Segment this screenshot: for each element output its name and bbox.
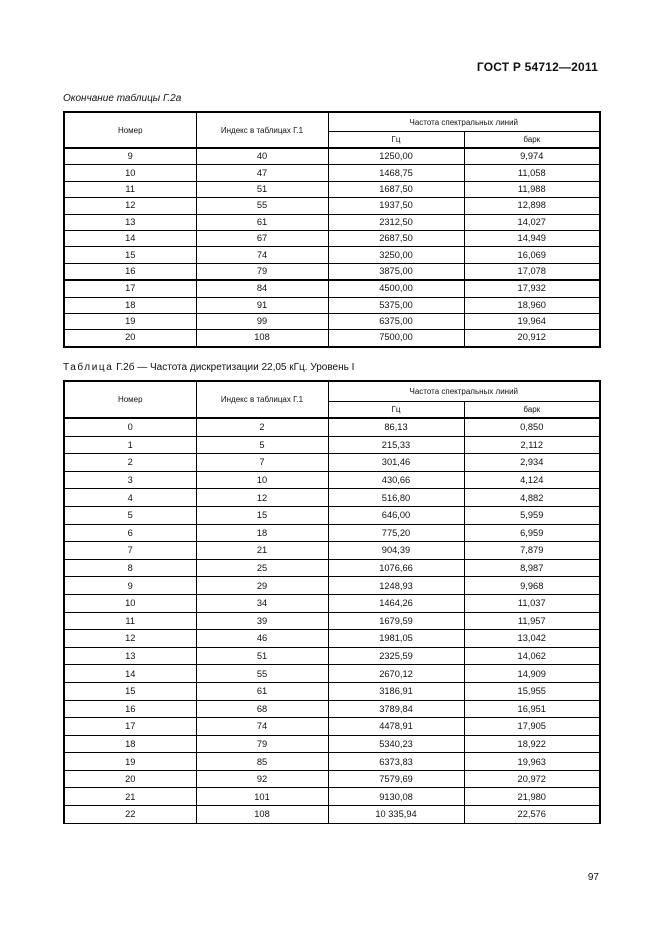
cell-index: 21 [196,542,328,560]
cell-frequency-hz: 7500,00 [328,330,464,347]
cell-frequency-bark: 17,078 [464,263,600,280]
cell-frequency-bark: 14,062 [464,647,600,665]
table-row [64,313,600,329]
cell-frequency-bark: 13,042 [464,630,600,648]
cell-number: 5 [64,506,196,524]
cell-frequency-hz: 2312,50 [328,214,464,230]
cell-frequency-bark: 20,912 [464,330,600,347]
cell-index: 79 [196,263,328,280]
cell-number: 13 [64,214,196,230]
cell-frequency-bark: 14,027 [464,214,600,230]
table-row [64,330,600,347]
table-row [64,489,600,507]
cell-frequency-hz: 301,46 [328,454,464,472]
table-row [64,542,600,560]
cell-number: 19 [64,313,196,329]
cell-index: 91 [196,297,328,313]
cell-frequency-bark: 2,112 [464,436,600,454]
cell-index: 79 [196,735,328,753]
cell-index: 68 [196,700,328,718]
cell-index: 61 [196,682,328,700]
table-row [64,647,600,665]
cell-number: 6 [64,524,196,542]
cell-frequency-bark: 21,980 [464,788,600,806]
cell-frequency-hz: 2687,50 [328,230,464,246]
cell-frequency-hz: 1076,66 [328,559,464,577]
table-row [64,247,600,263]
cell-number: 15 [64,247,196,263]
cell-frequency-bark: 15,955 [464,682,600,700]
cell-index: 5 [196,436,328,454]
cell-frequency-hz: 86,13 [328,418,464,436]
cell-number: 3 [64,471,196,489]
table-row [64,682,600,700]
cell-frequency-bark: 5,959 [464,506,600,524]
table-row [64,418,600,436]
table-row [64,436,600,454]
cell-frequency-bark: 22,576 [464,806,600,824]
cell-index: 12 [196,489,328,507]
cell-frequency-hz: 6375,00 [328,313,464,329]
cell-frequency-hz: 3186,91 [328,682,464,700]
cell-number: 21 [64,788,196,806]
header-number: Номер [64,381,196,418]
cell-frequency-hz: 775,20 [328,524,464,542]
cell-frequency-hz: 3875,00 [328,263,464,280]
cell-frequency-bark: 17,905 [464,718,600,736]
cell-index: 99 [196,313,328,329]
cell-frequency-bark: 11,957 [464,612,600,630]
table-row [64,630,600,648]
header-index: Индекс в таблицах Г.1 [196,112,328,148]
cell-frequency-bark: 18,960 [464,297,600,313]
cell-index: 74 [196,718,328,736]
cell-index: 51 [196,181,328,197]
cell-number: 18 [64,735,196,753]
table-row [64,735,600,753]
table-row [64,230,600,246]
cell-frequency-bark: 0,850 [464,418,600,436]
cell-frequency-bark: 17,932 [464,280,600,297]
cell-frequency-bark: 9,974 [464,148,600,165]
table-row [64,506,600,524]
cell-index: 108 [196,806,328,824]
cell-number: 20 [64,770,196,788]
cell-index: 55 [196,198,328,214]
cell-frequency-hz: 1679,59 [328,612,464,630]
cell-frequency-bark: 11,058 [464,165,600,181]
cell-index: 101 [196,788,328,806]
cell-frequency-bark: 16,069 [464,247,600,263]
standard-code: ГОСТ Р 54712—2011 [476,60,598,74]
cell-frequency-bark: 8,987 [464,559,600,577]
cell-frequency-hz: 1937,50 [328,198,464,214]
header-bark: барк [464,132,600,149]
table-row [64,577,600,595]
cell-number: 7 [64,542,196,560]
cell-frequency-bark: 14,909 [464,665,600,683]
table-row [64,165,600,181]
table-row [64,806,600,824]
table-row [64,280,600,297]
cell-number: 15 [64,682,196,700]
cell-index: 55 [196,665,328,683]
cell-frequency-bark: 11,988 [464,181,600,197]
table-row [64,665,600,683]
cell-frequency-bark: 9,968 [464,577,600,595]
cell-frequency-bark: 7,879 [464,542,600,560]
cell-frequency-bark: 19,963 [464,753,600,771]
cell-number: 10 [64,165,196,181]
table-row [64,770,600,788]
cell-number: 9 [64,148,196,165]
cell-number: 9 [64,577,196,595]
cell-index: 92 [196,770,328,788]
cell-index: 51 [196,647,328,665]
cell-index: 40 [196,148,328,165]
cell-number: 12 [64,198,196,214]
cell-frequency-hz: 2670,12 [328,665,464,683]
table-row [64,718,600,736]
cell-number: 4 [64,489,196,507]
table-row [64,700,600,718]
cell-number: 13 [64,647,196,665]
cell-frequency-hz: 1981,05 [328,630,464,648]
cell-frequency-bark: 16,951 [464,700,600,718]
cell-frequency-hz: 10 335,94 [328,806,464,824]
cell-frequency-hz: 3789,84 [328,700,464,718]
cell-frequency-bark: 14,949 [464,230,600,246]
cell-number: 14 [64,230,196,246]
cell-index: 46 [196,630,328,648]
cell-frequency-bark: 4,882 [464,489,600,507]
cell-frequency-hz: 430,66 [328,471,464,489]
table-row [64,559,600,577]
cell-index: 85 [196,753,328,771]
cell-number: 17 [64,718,196,736]
cell-number: 0 [64,418,196,436]
cell-frequency-hz: 646,00 [328,506,464,524]
cell-frequency-hz: 2325,59 [328,647,464,665]
table-row [64,263,600,280]
table-row [64,454,600,472]
header-hz: Гц [328,402,464,419]
cell-number: 17 [64,280,196,297]
cell-frequency-hz: 1248,93 [328,577,464,595]
table-row [64,297,600,313]
table-row [64,753,600,771]
cell-frequency-hz: 215,33 [328,436,464,454]
header-number: Номер [64,112,196,148]
header-index: Индекс в таблицах Г.1 [196,381,328,418]
table-row [64,214,600,230]
cell-number: 11 [64,612,196,630]
cell-number: 20 [64,330,196,347]
cell-number: 10 [64,594,196,612]
cell-frequency-hz: 4500,00 [328,280,464,297]
cell-index: 84 [196,280,328,297]
table-b-caption-label: Таблица [63,362,114,373]
table-row [64,524,600,542]
cell-number: 16 [64,263,196,280]
cell-number: 19 [64,753,196,771]
table-g2a [63,111,601,348]
cell-frequency-bark: 11,037 [464,594,600,612]
cell-frequency-hz: 904,39 [328,542,464,560]
table-row [64,471,600,489]
cell-index: 108 [196,330,328,347]
cell-index: 7 [196,454,328,472]
header-hz: Гц [328,132,464,149]
cell-number: 8 [64,559,196,577]
table-row [64,148,600,165]
table-a-caption: Окончание таблицы Г.2а [63,93,182,104]
cell-frequency-bark: 20,972 [464,770,600,788]
table-row [64,788,600,806]
cell-frequency-hz: 7579,69 [328,770,464,788]
cell-number: 1 [64,436,196,454]
cell-frequency-hz: 1250,00 [328,148,464,165]
header-frequency: Частота спектральных линий [328,112,600,132]
cell-number: 18 [64,297,196,313]
table-b-body [64,418,600,823]
cell-frequency-hz: 1687,50 [328,181,464,197]
table-row [64,612,600,630]
cell-frequency-bark: 12,898 [464,198,600,214]
cell-index: 25 [196,559,328,577]
cell-number: 11 [64,181,196,197]
table-b-caption [63,362,354,373]
cell-index: 61 [196,214,328,230]
cell-index: 10 [196,471,328,489]
cell-frequency-hz: 516,80 [328,489,464,507]
cell-index: 47 [196,165,328,181]
table-row [64,594,600,612]
cell-index: 18 [196,524,328,542]
cell-frequency-hz: 5375,00 [328,297,464,313]
cell-number: 16 [64,700,196,718]
cell-index: 67 [196,230,328,246]
table-row [64,198,600,214]
table-g2b [63,380,601,824]
cell-frequency-bark: 4,124 [464,471,600,489]
cell-number: 12 [64,630,196,648]
cell-frequency-bark: 6,959 [464,524,600,542]
header-frequency: Частота спектральных линий [328,381,600,402]
cell-frequency-hz: 4478,91 [328,718,464,736]
header-bark: барк [464,402,600,419]
cell-frequency-hz: 3250,00 [328,247,464,263]
cell-frequency-hz: 6373,83 [328,753,464,771]
cell-frequency-bark: 18,922 [464,735,600,753]
cell-number: 14 [64,665,196,683]
cell-index: 2 [196,418,328,436]
table-b-caption-text: Г.2б — Частота дискретизации 22,05 кГц. Уровень I [113,362,355,373]
cell-index: 74 [196,247,328,263]
cell-frequency-hz: 9130,08 [328,788,464,806]
cell-frequency-bark: 2,934 [464,454,600,472]
page-number: 97 [587,872,599,883]
table-a-body [64,148,600,347]
table-row [64,181,600,197]
cell-frequency-hz: 1468,75 [328,165,464,181]
cell-index: 29 [196,577,328,595]
cell-frequency-bark: 19,964 [464,313,600,329]
cell-index: 39 [196,612,328,630]
cell-index: 34 [196,594,328,612]
cell-number: 2 [64,454,196,472]
cell-frequency-hz: 1464,26 [328,594,464,612]
cell-index: 15 [196,506,328,524]
cell-number: 22 [64,806,196,824]
cell-frequency-hz: 5340,23 [328,735,464,753]
